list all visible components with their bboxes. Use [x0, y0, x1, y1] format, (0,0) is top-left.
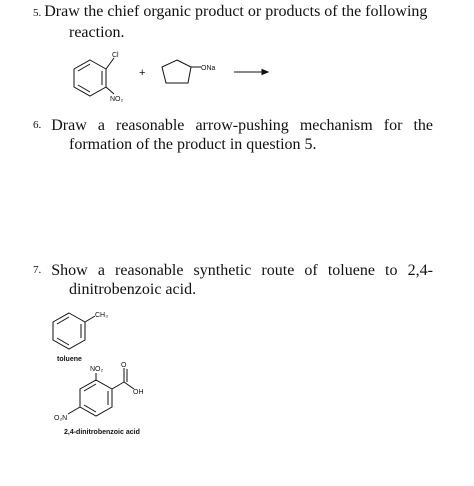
q7-word: toluene: [327, 262, 375, 279]
c-cl-bond: [106, 58, 114, 69]
question-5-number: 5.: [33, 7, 42, 19]
reaction-arrow: [234, 70, 268, 75]
benzene-ring: [53, 313, 85, 349]
cyclopentane-ring: [162, 60, 191, 83]
q7-word: Show: [51, 262, 88, 279]
o-label: O: [121, 362, 127, 369]
q7-word: synthetic: [193, 262, 252, 279]
toluene-structure: [53, 313, 95, 349]
benzene-ring: [80, 380, 112, 416]
oh-label: OH: [133, 389, 144, 396]
q7-word: reasonable: [115, 262, 184, 279]
q6-word: Draw: [51, 117, 87, 134]
benzene-ring: [74, 60, 106, 96]
question-5-line2: reaction.: [69, 24, 125, 41]
c-cooh-bond: [112, 382, 124, 389]
chloronitrobenzene-structure: [74, 58, 114, 96]
plus-sign: +: [139, 67, 146, 79]
question-7-line2: dinitrobenzoic acid.: [69, 281, 197, 298]
o2n-label: O₂N: [54, 415, 68, 422]
q7-word: a: [97, 262, 105, 279]
question-6-number: 6.: [33, 119, 42, 131]
question-5-text: Draw the chief organic product or products of the following: [44, 3, 428, 20]
q7-word: route: [261, 262, 295, 279]
q7-word: 2,4-: [407, 262, 433, 279]
q7-word: to: [385, 262, 398, 279]
ona-label: ONa: [201, 65, 216, 72]
q7-word: of: [304, 262, 318, 279]
q6-word: for: [383, 117, 403, 134]
q6-word: mechanism: [299, 117, 373, 134]
no2-top-label: NO₂: [90, 366, 104, 373]
question-7-number: 7.: [33, 264, 42, 276]
question-6-line2: formation of the product in question 5.: [69, 136, 317, 153]
c-no2-bond-left: [68, 407, 80, 414]
c-no2-bond: [106, 87, 114, 94]
c-ch3-bond: [85, 316, 95, 322]
c-oh-bond: [124, 382, 134, 389]
q6-word: reasonable: [116, 117, 185, 134]
q6-word: a: [97, 117, 105, 134]
dinitrobenzoic-acid-structure: [68, 368, 134, 416]
no2-label: NO₂: [110, 96, 124, 103]
cyclopentoxide-structure: [162, 60, 201, 83]
ch3-label: CH₃: [95, 312, 108, 319]
cl-label: Cl: [112, 52, 119, 59]
q6-word: the: [413, 117, 433, 134]
acid-caption: 2,4-dinitrobenzoic acid: [64, 429, 140, 436]
toluene-caption: toluene: [57, 356, 82, 363]
q6-word: arrow-pushing: [195, 117, 289, 134]
